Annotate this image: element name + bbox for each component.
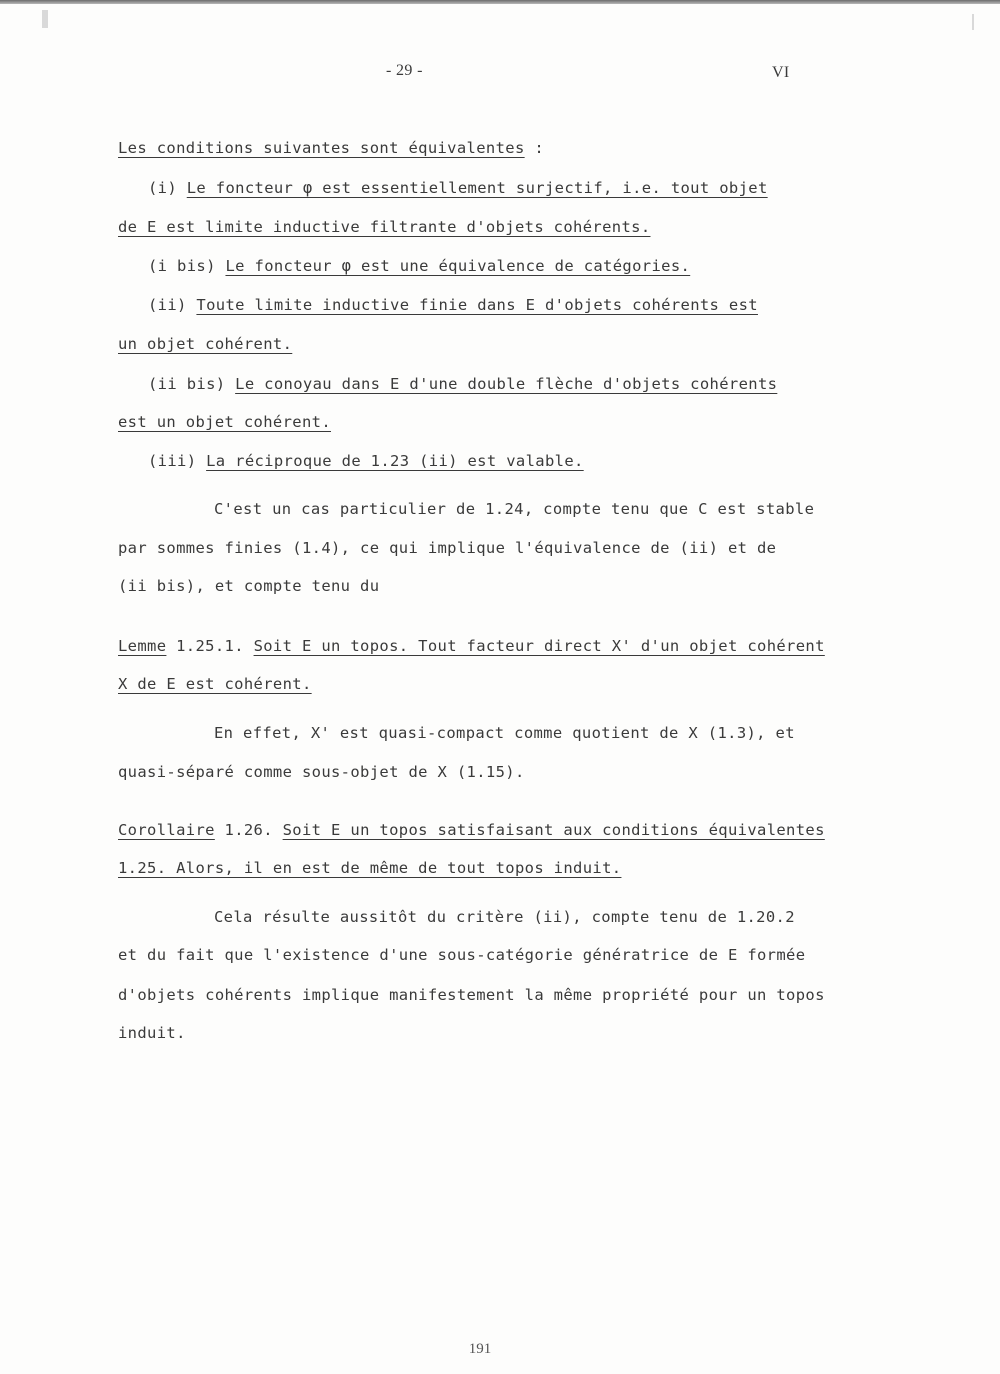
- proposition-intro: Les conditions suivantes sont équivalentes :: [118, 139, 545, 157]
- condition-iibis-line2: est un objet cohérent.: [118, 413, 331, 431]
- lemma-line1: Lemme 1.25.1. Soit E un topos. Tout facteur direct X' d'un objet cohérent: [118, 637, 825, 655]
- condition-ibis: (i bis) Le foncteur φ est une équivalence de catégories.: [148, 257, 691, 275]
- paragraph-2-line2: quasi-séparé comme sous-objet de X (1.15).: [118, 763, 525, 781]
- condition-ii-line1: (ii) Toute limite inductive finie dans E d'objets cohérents est: [148, 296, 758, 314]
- paragraph-1-line3: (ii bis), et compte tenu du: [118, 577, 380, 595]
- paragraph-3-line4: induit.: [118, 1024, 186, 1042]
- condition-ii-line2: un objet cohérent.: [118, 335, 293, 353]
- condition-i-line1: (i) Le foncteur φ est essentiellement surjectif, i.e. tout objet: [148, 179, 768, 197]
- paragraph-3-line3: d'objets cohérents implique manifestement la même propriété pour un topos: [118, 986, 825, 1004]
- scan-edge-line: [0, 0, 1000, 4]
- corollary-line2: 1.25. Alors, il en est de même de tout topos induit.: [118, 859, 622, 877]
- paragraph-1-line2: par sommes finies (1.4), ce qui implique l'équivalence de (ii) et de: [118, 539, 777, 557]
- scan-smudge: [972, 14, 974, 30]
- paragraph-1-line1: C'est un cas particulier de 1.24, compte tenu que C est stable: [214, 500, 815, 518]
- lemma-line2: X de E est cohérent.: [118, 675, 312, 693]
- corollary-line1: Corollaire 1.26. Soit E un topos satisfaisant aux conditions équivalentes: [118, 821, 825, 839]
- page-number: - 29 -: [386, 62, 423, 79]
- folio-number: 191: [468, 1341, 492, 1357]
- section-label: VI: [772, 64, 790, 81]
- condition-iii: (iii) La réciproque de 1.23 (ii) est valable.: [148, 452, 584, 470]
- paragraph-3-line2: et du fait que l'existence d'une sous-catégorie génératrice de E formée: [118, 946, 806, 964]
- condition-iibis-line1: (ii bis) Le conoyau dans E d'une double flèche d'objets cohérents: [148, 375, 778, 393]
- paragraph-3-line1: Cela résulte aussitôt du critère (ii), compte tenu de 1.20.2: [214, 908, 795, 926]
- paragraph-2-line1: En effet, X' est quasi-compact comme quotient de X (1.3), et: [214, 724, 795, 742]
- scan-smudge: [42, 10, 48, 28]
- condition-i-line2: de E est limite inductive filtrante d'objets cohérents.: [118, 218, 651, 236]
